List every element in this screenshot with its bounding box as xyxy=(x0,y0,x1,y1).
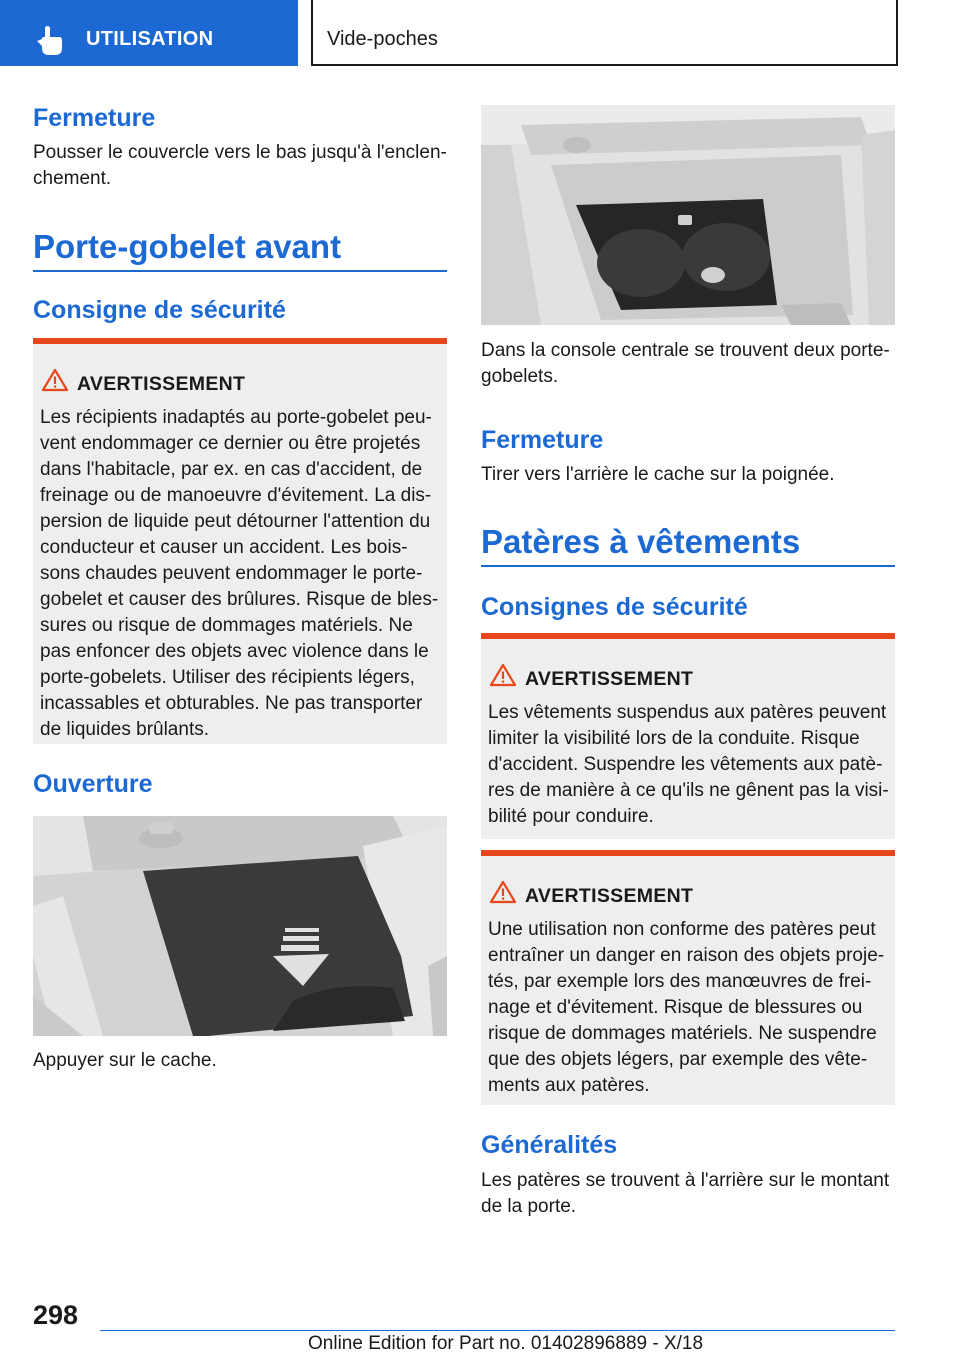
page-number: 298 xyxy=(33,1300,79,1330)
header-section-label: UTILISATION xyxy=(86,28,214,50)
warning-triangle-icon xyxy=(489,663,517,687)
fermeture-heading-right: Fermeture xyxy=(481,426,604,454)
warning-triangle-icon xyxy=(41,368,69,392)
warning-text: Les récipients inadaptés au porte-gobelet peu- vent endommager ce dernier ou être projetés dans l'habitacle, par ex. en cas d'accident, de freinage ou de manoeuvre d'évitement. La dis- persion de liquide peut détourner l'attention du conducteur et causer un accident. Les bois- sons chaudes peuvent endommager le porte- gobelet et causer des brûlures. Risque de bles- sures ou risque de dommages matériels. Ne pas enfoncer des objets avec violence dans le porte-gobelets. Utiliser des récipients légers, incassables et obturables. Ne pas transporter de liquides brûlants. xyxy=(40,407,439,740)
warning-1-title: AVERTISSEMENT xyxy=(525,668,694,690)
warning-triangle-icon xyxy=(489,880,517,904)
cover-closed-illustration xyxy=(33,816,447,1036)
warning-title: AVERTISSEMENT xyxy=(77,373,246,395)
warning-box-2 xyxy=(481,850,895,1105)
cover-closed-photo xyxy=(33,816,447,1036)
safety-heading: Consigne de sécurité xyxy=(33,296,286,324)
warning-box xyxy=(33,338,447,744)
ouverture-caption: Appuyer sur le cache. xyxy=(33,1050,217,1071)
footer-rule xyxy=(100,1330,895,1331)
fermeture-heading: Fermeture xyxy=(33,104,156,132)
safety-heading-right: Consignes de sécurité xyxy=(481,593,748,621)
section-title-porte-gobelet: Porte-gobelet avant xyxy=(33,228,342,265)
footer-edition: Online Edition for Part no. 01402896889 - X/18 xyxy=(308,1333,704,1354)
warning-2-title: AVERTISSEMENT xyxy=(525,885,694,907)
fermeture-text: Pousser le couvercle vers le bas jusqu'à l'enclen- chement. xyxy=(33,142,447,189)
section-rule-right xyxy=(481,565,895,567)
fermeture-text-right: Tirer vers l'arrière le cache sur la poignée. xyxy=(481,464,835,485)
warning-2-text: Une utilisation non conforme des patères peut entraîner un danger en raison des objets proje- tés, par exemple lors des manœuvres de frei- nage et d'évitement. Risque de blessures ou risque de dommages matériels. Ne suspendre que des objets légers, par exemple des vête- ments aux patères. xyxy=(488,919,885,1096)
cupholder-caption: Dans la console centrale se trouvent deux porte- gobelets. xyxy=(481,340,890,387)
section-title-pateres: Patères à vêtements xyxy=(481,523,801,560)
right-column xyxy=(481,0,895,1280)
cupholder-open-photo xyxy=(481,105,895,325)
warning-1-text: Les vêtements suspendus aux patères peuvent limiter la visibilité lors de la conduite. Risque d'accident. Suspendre les vêtements aux patè- res de manière à ce qu'ils ne gênent pas la visi- bilité pour conduire. xyxy=(488,702,889,827)
general-heading: Généralités xyxy=(481,1131,618,1159)
section-rule xyxy=(33,270,447,272)
left-column xyxy=(33,0,447,1280)
general-text: Les patères se trouvent à l'arrière sur le montant de la porte. xyxy=(481,1170,890,1217)
cupholder-open-illustration xyxy=(481,105,895,325)
ouverture-heading: Ouverture xyxy=(33,770,153,798)
warning-box-1 xyxy=(481,633,895,839)
header-subsection-label: Vide-poches xyxy=(327,28,438,50)
